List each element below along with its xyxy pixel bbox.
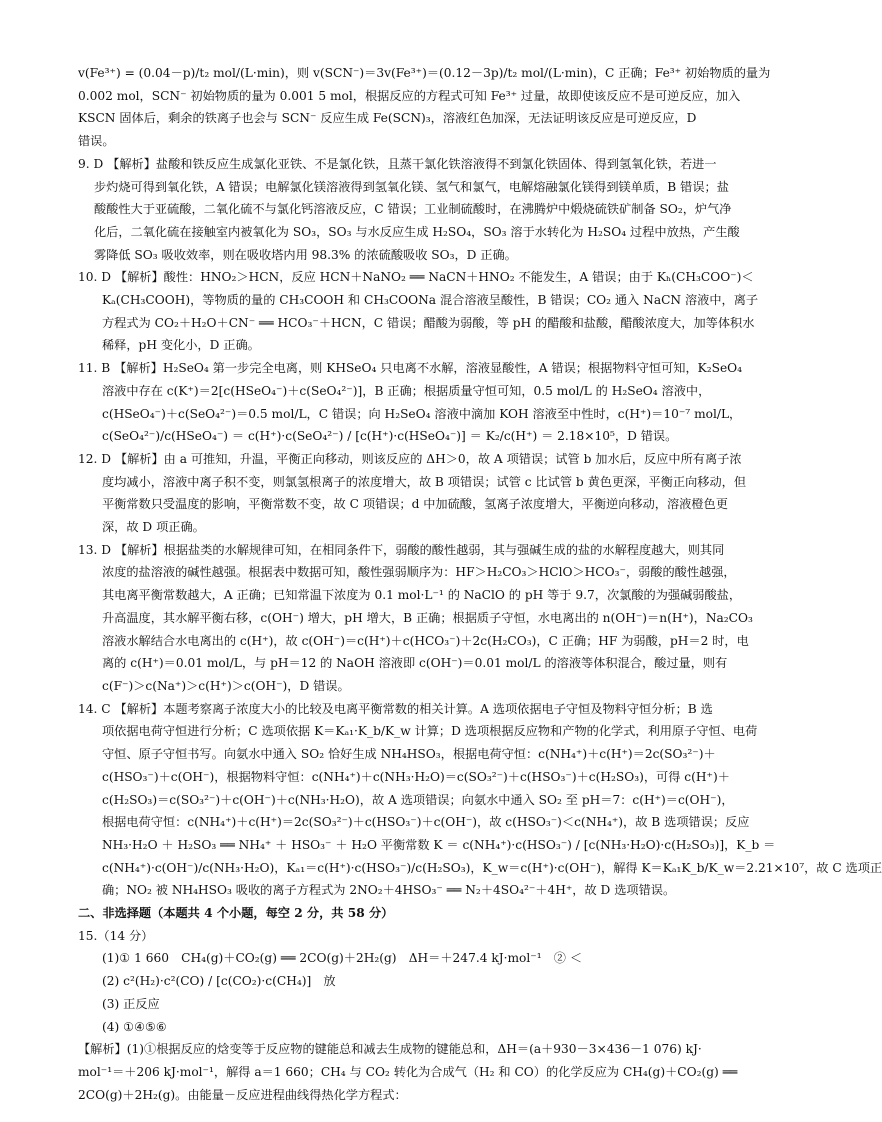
text-line: 根据电荷守恒：c(NH₄⁺)＋c(H⁺)＝2c(SO₃²⁻)＋c(HSO₃⁻)＋c(OH⁻)，故 c(HSO₃⁻)＜c(NH₄⁺)，故 B 选项错误；反应 bbox=[102, 815, 750, 830]
text-line: KSCN 固体后，剩余的铁离子也会与 SCN⁻ 反应生成 Fe(SCN)₃，溶液红色加深，无法证明该反应是可逆反应，D bbox=[78, 111, 697, 126]
text-line: 稀释，pH 变化小，D 正确。 bbox=[102, 338, 260, 353]
answer-14: 14. C 【解析】本题考察离子浓度大小的比较及电离平衡常数的相关计算。A 选项依据电子守恒及物料守恒分析；B 选 bbox=[78, 701, 713, 716]
answer-10: 10. D 【解析】酸性：HNO₂＞HCN，反应 HCN＋NaNO₂ ══ NaCN＋HNO₂ 不能发生，A 错误；由于 Kₕ(CH₃COO⁻)＜ bbox=[78, 270, 754, 285]
text-line: Kₐ(CH₃COOH)，等物质的量的 CH₃COOH 和 CH₃COONa 混合溶液呈酸性，B 错误；CO₂ 通入 NaCN 溶液中，离子 bbox=[102, 293, 759, 308]
text-line: 浓度的盐溶液的碱性越强。根据表中数据可知，酸性强弱顺序为：HF＞H₂CO₃＞HClO＞HCO₃⁻，弱酸的酸性越强， bbox=[102, 565, 736, 580]
answer-13: 13. D 【解析】根据盐类的水解规律可知，在相同条件下，弱酸的酸性越弱，其与强碱生成的盐的水解程度越大，则其同 bbox=[78, 542, 725, 557]
text-line: 其电离平衡常数越大，A 正确；已知常温下浓度为 0.1 mol·L⁻¹ 的 NaClO 的 pH 等于 9.7，次氯酸的为强碱弱酸盐， bbox=[102, 588, 742, 603]
answer-12: 12. D 【解析】由 a 可推知，升温，平衡正向移动，则该反应的 ΔH＞0，故 A 项错误；试管 b 加水后，反应中所有离子浓 bbox=[78, 451, 742, 466]
text-line: 化后，二氧化硫在接触室内被氧化为 SO₃，SO₃ 与水反应生成 H₂SO₄，SO₃ 溶于水转化为 H₂SO₄ 过程中放热，产生酸 bbox=[94, 224, 740, 239]
text-line: 溶液水解结合水电离出的 c(H⁺)，故 c(OH⁻)＝c(H⁺)＋c(HCO₃⁻)＋2c(H₂CO₃)，C 正确；HF 为弱酸，pH＝2 时，电 bbox=[102, 633, 749, 648]
text-line: 酸酸性大于亚硫酸，二氧化硫不与氯化钙溶液反应，C 错误；工业制硫酸时，在沸腾炉中煅烧硫铁矿制备 SO₂，炉气净 bbox=[94, 202, 732, 217]
section-heading: 二、非选择题（本题共 4 个小题，每空 2 分，共 58 分） bbox=[78, 906, 394, 921]
text-line: 方程式为 CO₂＋H₂O＋CN⁻ ══ HCO₃⁻＋HCN，C 错误；醋酸为弱酸，等 pH 的醋酸和盐酸，醋酸浓度大，加等体积水 bbox=[102, 315, 755, 330]
text-line: c(HSeO₄⁻)＋c(SeO₄²⁻)＝0.5 mol/L，C 错误；向 H₂SeO₄ 溶液中滴加 KOH 溶液至中性时，c(H⁺)＝10⁻⁷ mol/L， bbox=[102, 406, 742, 421]
formula-line: c(NH₄⁺)·c(OH⁻)/c(NH₃·H₂O)，Kₐ₁＝c(H⁺)·c(HSO₃⁻)/c(H₂SO₃)，K_w＝c(H⁺)·c(OH⁻)，解得 K＝Kₐ₁K_b/K_w＝2.21×10⁷，故 C 选项正 bbox=[102, 860, 882, 875]
text-line: 离的 c(H⁺)＝0.01 mol/L，与 pH＝12 的 NaOH 溶液即 c(OH⁻)＝0.01 mol/L 的溶液等体积混合，酸过量，则有 bbox=[102, 656, 728, 671]
answer-part-2: (2) c²(H₂)·c²(CO) / [c(CO₂)·c(CH₄)] 放 bbox=[102, 974, 336, 989]
text-line: c(HSO₃⁻)＋c(OH⁻)，根据物料守恒：c(NH₄⁺)＋c(NH₃·H₂O)＝c(SO₃²⁻)＋c(HSO₃⁻)＋c(H₂SO₃)，可得 c(H⁺)＋ bbox=[102, 769, 730, 784]
text-line: mol⁻¹＝＋206 kJ·mol⁻¹，解得 a＝1 660；CH₄ 与 CO₂ 转化为合成气（H₂ 和 CO）的化学反应为 CH₄(g)＋CO₂(g) ══ bbox=[78, 1064, 738, 1079]
text-line: 守恒、原子守恒书写。向氨水中通入 SO₂ 恰好生成 NH₄HSO₃，根据电荷守恒：c(NH₄⁺)＋c(H⁺)＝2c(SO₃²⁻)＋ bbox=[102, 747, 716, 762]
text-line: v(Fe³⁺) = (0.04－p)/t₂ mol/(L·min)，则 v(SCN⁻)＝3v(Fe³⁺)＝(0.12－3p)/t₂ mol/(L·min)，C 正确；Fe³⁺ 初始物质的量为 bbox=[78, 66, 771, 80]
text-line: 项依据电荷守恒进行分析；C 选项依据 K＝Kₐ₁·K_b/K_w 计算；D 选项根据反应物和产物的化学式，利用原子守恒、电荷 bbox=[102, 724, 758, 739]
text-line: 错误。 bbox=[78, 134, 115, 149]
text-line: 2CO(g)＋2H₂(g)。由能量－反应进程曲线得热化学方程式： bbox=[78, 1087, 407, 1102]
text-line: 雾降低 SO₃ 吸收效率，则在吸收塔内用 98.3% 的浓硫酸吸收 SO₃，D 正确。 bbox=[94, 247, 517, 262]
text-line: 步灼烧可得到氧化铁，A 错误；电解氯化镁溶液得到氢氧化镁、氢气和氯气，电解熔融氯化镁得到镁单质，B 错误；盐 bbox=[94, 179, 729, 194]
answer-11: 11. B 【解析】H₂SeO₄ 第一步完全电离，则 KHSeO₄ 只电离不水解，溶液显酸性，A 错误；根据物料守恒可知，K₂SeO₄ bbox=[78, 361, 743, 376]
text-line: 升高温度，其水解平衡右移，c(OH⁻) 增大，pH 增大，B 正确；根据质子守恒，水电离出的 n(OH⁻)＝n(H⁺)，Na₂CO₃ bbox=[102, 610, 753, 625]
explanation-line: 【解析】(1)①根据反应的焓变等于反应物的键能总和减去生成物的键能总和，ΔH＝(a＋930－3×436－1 076) kJ· bbox=[78, 1042, 702, 1057]
text-line: 确；NO₂ 被 NH₄HSO₃ 吸收的离子方程式为 2NO₂＋4HSO₃⁻ ══ N₂＋4SO₄²⁻＋4H⁺，故 D 选项错误。 bbox=[102, 883, 676, 898]
text-line: c(F⁻)＞c(Na⁺)＞c(H⁺)＞c(OH⁻)，D 错误。 bbox=[102, 678, 350, 693]
answer-part-1: (1)① 1 660 CH₄(g)＋CO₂(g) ══ 2CO(g)＋2H₂(g) ΔH＝＋247.4 kJ·mol⁻¹ ② ＜ bbox=[102, 951, 583, 966]
text-line: c(H₂SO₃)＝c(SO₃²⁻)＋c(OH⁻)＋c(NH₃·H₂O)，故 A 选项错误；向氨水中通入 SO₂ 至 pH＝7：c(H⁺)＝c(OH⁻)， bbox=[102, 792, 734, 807]
formula-line: NH₃·H₂O ＋ H₂SO₃ ══ NH₄⁺ ＋ HSO₃⁻ ＋ H₂O 平衡常数 K ＝ c(NH₄⁺)·c(HSO₃⁻) / [c(NH₃·H₂O)·c(H₂SO₃)]，K_b ＝ bbox=[102, 837, 776, 852]
text-line: 平衡常数只受温度的影响，平衡常数不变，故 C 项错误；d 中加硫酸，氢离子浓度增大，平衡逆向移动，溶液橙色更 bbox=[102, 497, 728, 512]
answer-part-3: (3) 正反应 bbox=[102, 996, 160, 1011]
formula-line: c(SeO₄²⁻)/c(HSeO₄⁻) ＝ c(H⁺)·c(SeO₄²⁻) / [c(H⁺)·c(HSeO₄⁻)] ＝ K₂/c(H⁺) ＝ 2.18×10⁵，D 错误。 bbox=[102, 429, 678, 444]
question-heading: 15.（14 分） bbox=[78, 928, 154, 943]
text-line: 0.002 mol，SCN⁻ 初始物质的量为 0.001 5 mol，根据反应的方程式可知 Fe³⁺ 过量，故即使该反应不是可逆反应，加入 bbox=[78, 88, 741, 103]
answer-9: 9. D 【解析】盐酸和铁反应生成氯化亚铁、不是氯化铁，且蒸干氯化铁溶液得不到氯化铁固体、得到氢氧化铁，若进一 bbox=[78, 156, 717, 171]
text-line: 溶液中存在 c(K⁺)＝2[c(HSeO₄⁻)＋c(SeO₄²⁻)]，B 正确；根据质量守恒可知，0.5 mol/L 的 H₂SeO₄ 溶液中， bbox=[102, 383, 711, 398]
answer-part-4: (4) ①④⑤⑥ bbox=[102, 1019, 167, 1034]
text-line: 深，故 D 项正确。 bbox=[102, 520, 205, 535]
text-line: 度均减小，溶液中离子积不变，则氯氢根离子的浓度增大，故 B 项错误；试管 c 比试管 b 黄色更深，平衡正向移动，但 bbox=[102, 474, 747, 489]
